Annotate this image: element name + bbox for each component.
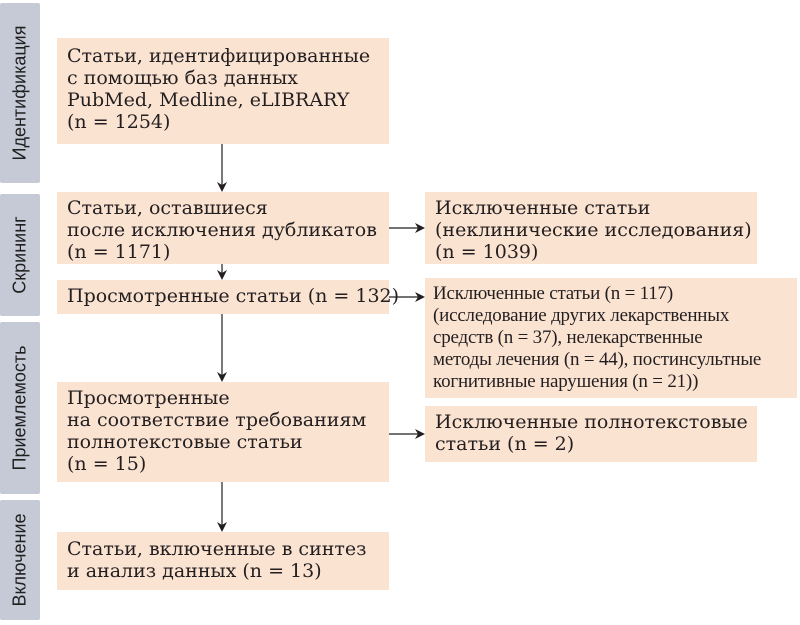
stage-screening-label: Скрининг: [9, 216, 30, 294]
box-excluded-nonclinical-line: (неклинические исследования): [435, 219, 752, 241]
box-fulltext-line: полнотекстовые статьи: [67, 431, 303, 453]
box-excluded-nonclinical-line: (n = 1039): [435, 241, 539, 263]
box-excluded-117-line: методы лечения (n = 44), постинсультные: [433, 349, 762, 370]
box-fulltext-line: (n = 15): [67, 453, 147, 475]
stage-eligibility-label: Приемлемость: [9, 345, 30, 471]
box-included-line: и анализ данных (n = 13): [67, 560, 322, 582]
box-excluded-117-line: средств (n = 37), нелекарственные: [433, 327, 703, 348]
box-fulltext-line: Просмотренные: [67, 387, 230, 409]
stage-inclusion-label: Включение: [9, 513, 30, 607]
box-excluded-117-line: когнитивные нарушения (n = 21)): [433, 371, 699, 392]
box-identified-line: (n = 1254): [67, 111, 171, 133]
box-excluded-fulltext-line: Исключенные полнотекстовые: [435, 411, 748, 433]
box-excluded-117-line: (исследование других лекарственных: [433, 305, 730, 326]
box-identified-line: с помощью баз данных: [67, 67, 298, 89]
box-after-duplicates-line: после исключения дубликатов: [67, 219, 377, 241]
box-excluded-fulltext-line: статьи (n = 2): [435, 433, 575, 455]
box-after-duplicates-line: (n = 1171): [67, 241, 171, 263]
box-fulltext-line: на соответствие требованиям: [67, 409, 367, 431]
box-excluded-nonclinical-line: Исключенные статьи: [435, 197, 651, 219]
box-screened-line: Просмотренные статьи (n = 132): [67, 285, 400, 307]
box-identified-line: PubMed, Medline, eLIBRARY: [67, 89, 350, 111]
stage-identification-label: Идентификация: [9, 25, 30, 161]
box-excluded-117-line: Исключенные статьи (n = 117): [433, 283, 673, 304]
box-identified-line: Статьи, идентифицированные: [67, 45, 371, 67]
box-included-line: Статьи, включенные в синтез: [67, 538, 367, 560]
box-after-duplicates-line: Статьи, оставшиеся: [67, 197, 268, 219]
